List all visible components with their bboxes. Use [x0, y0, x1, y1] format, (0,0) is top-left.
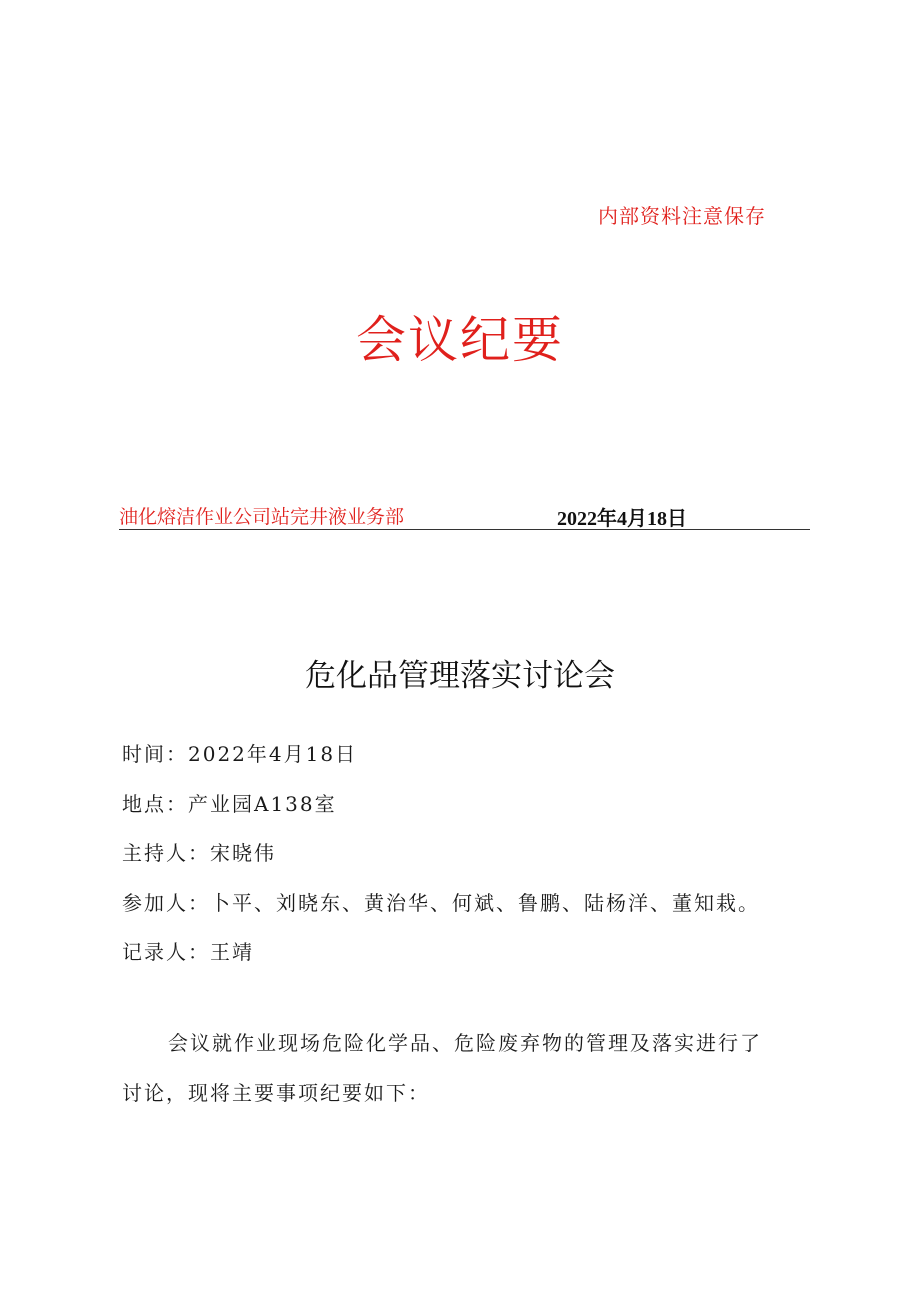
meeting-host: 主持人：宋晓伟: [122, 841, 276, 865]
body-paragraph: [122, 1018, 802, 1118]
body-line-1: [122, 1018, 802, 1068]
document-header: [119, 502, 809, 528]
body-line-2: 讨论，现将主要事项纪要如下：: [122, 1081, 430, 1105]
confidential-note: 内部资料注意保存: [598, 204, 766, 228]
meeting-time: 时间：2022年4月18日: [122, 742, 358, 766]
meeting-participants: 参加人：卜平、刘晓东、黄治华、何斌、鲁鹏、陆杨洋、董知栽。: [122, 891, 760, 915]
header-divider: [119, 529, 810, 530]
department-name: 油化熔洁作业公司站完井液业务部: [119, 506, 405, 528]
document-title: 会议纪要: [356, 311, 564, 369]
body-line-1-text: 会议就作业现场危险化学品、危险废弃物的管理及落实进行了: [168, 1031, 762, 1055]
issue-date: 2022年4月18日: [557, 508, 687, 530]
meeting-recorder: 记录人：王靖: [122, 940, 254, 964]
meeting-title: 危化品管理落实讨论会: [305, 658, 615, 694]
meeting-location: 地点：产业园A138室: [122, 792, 337, 816]
